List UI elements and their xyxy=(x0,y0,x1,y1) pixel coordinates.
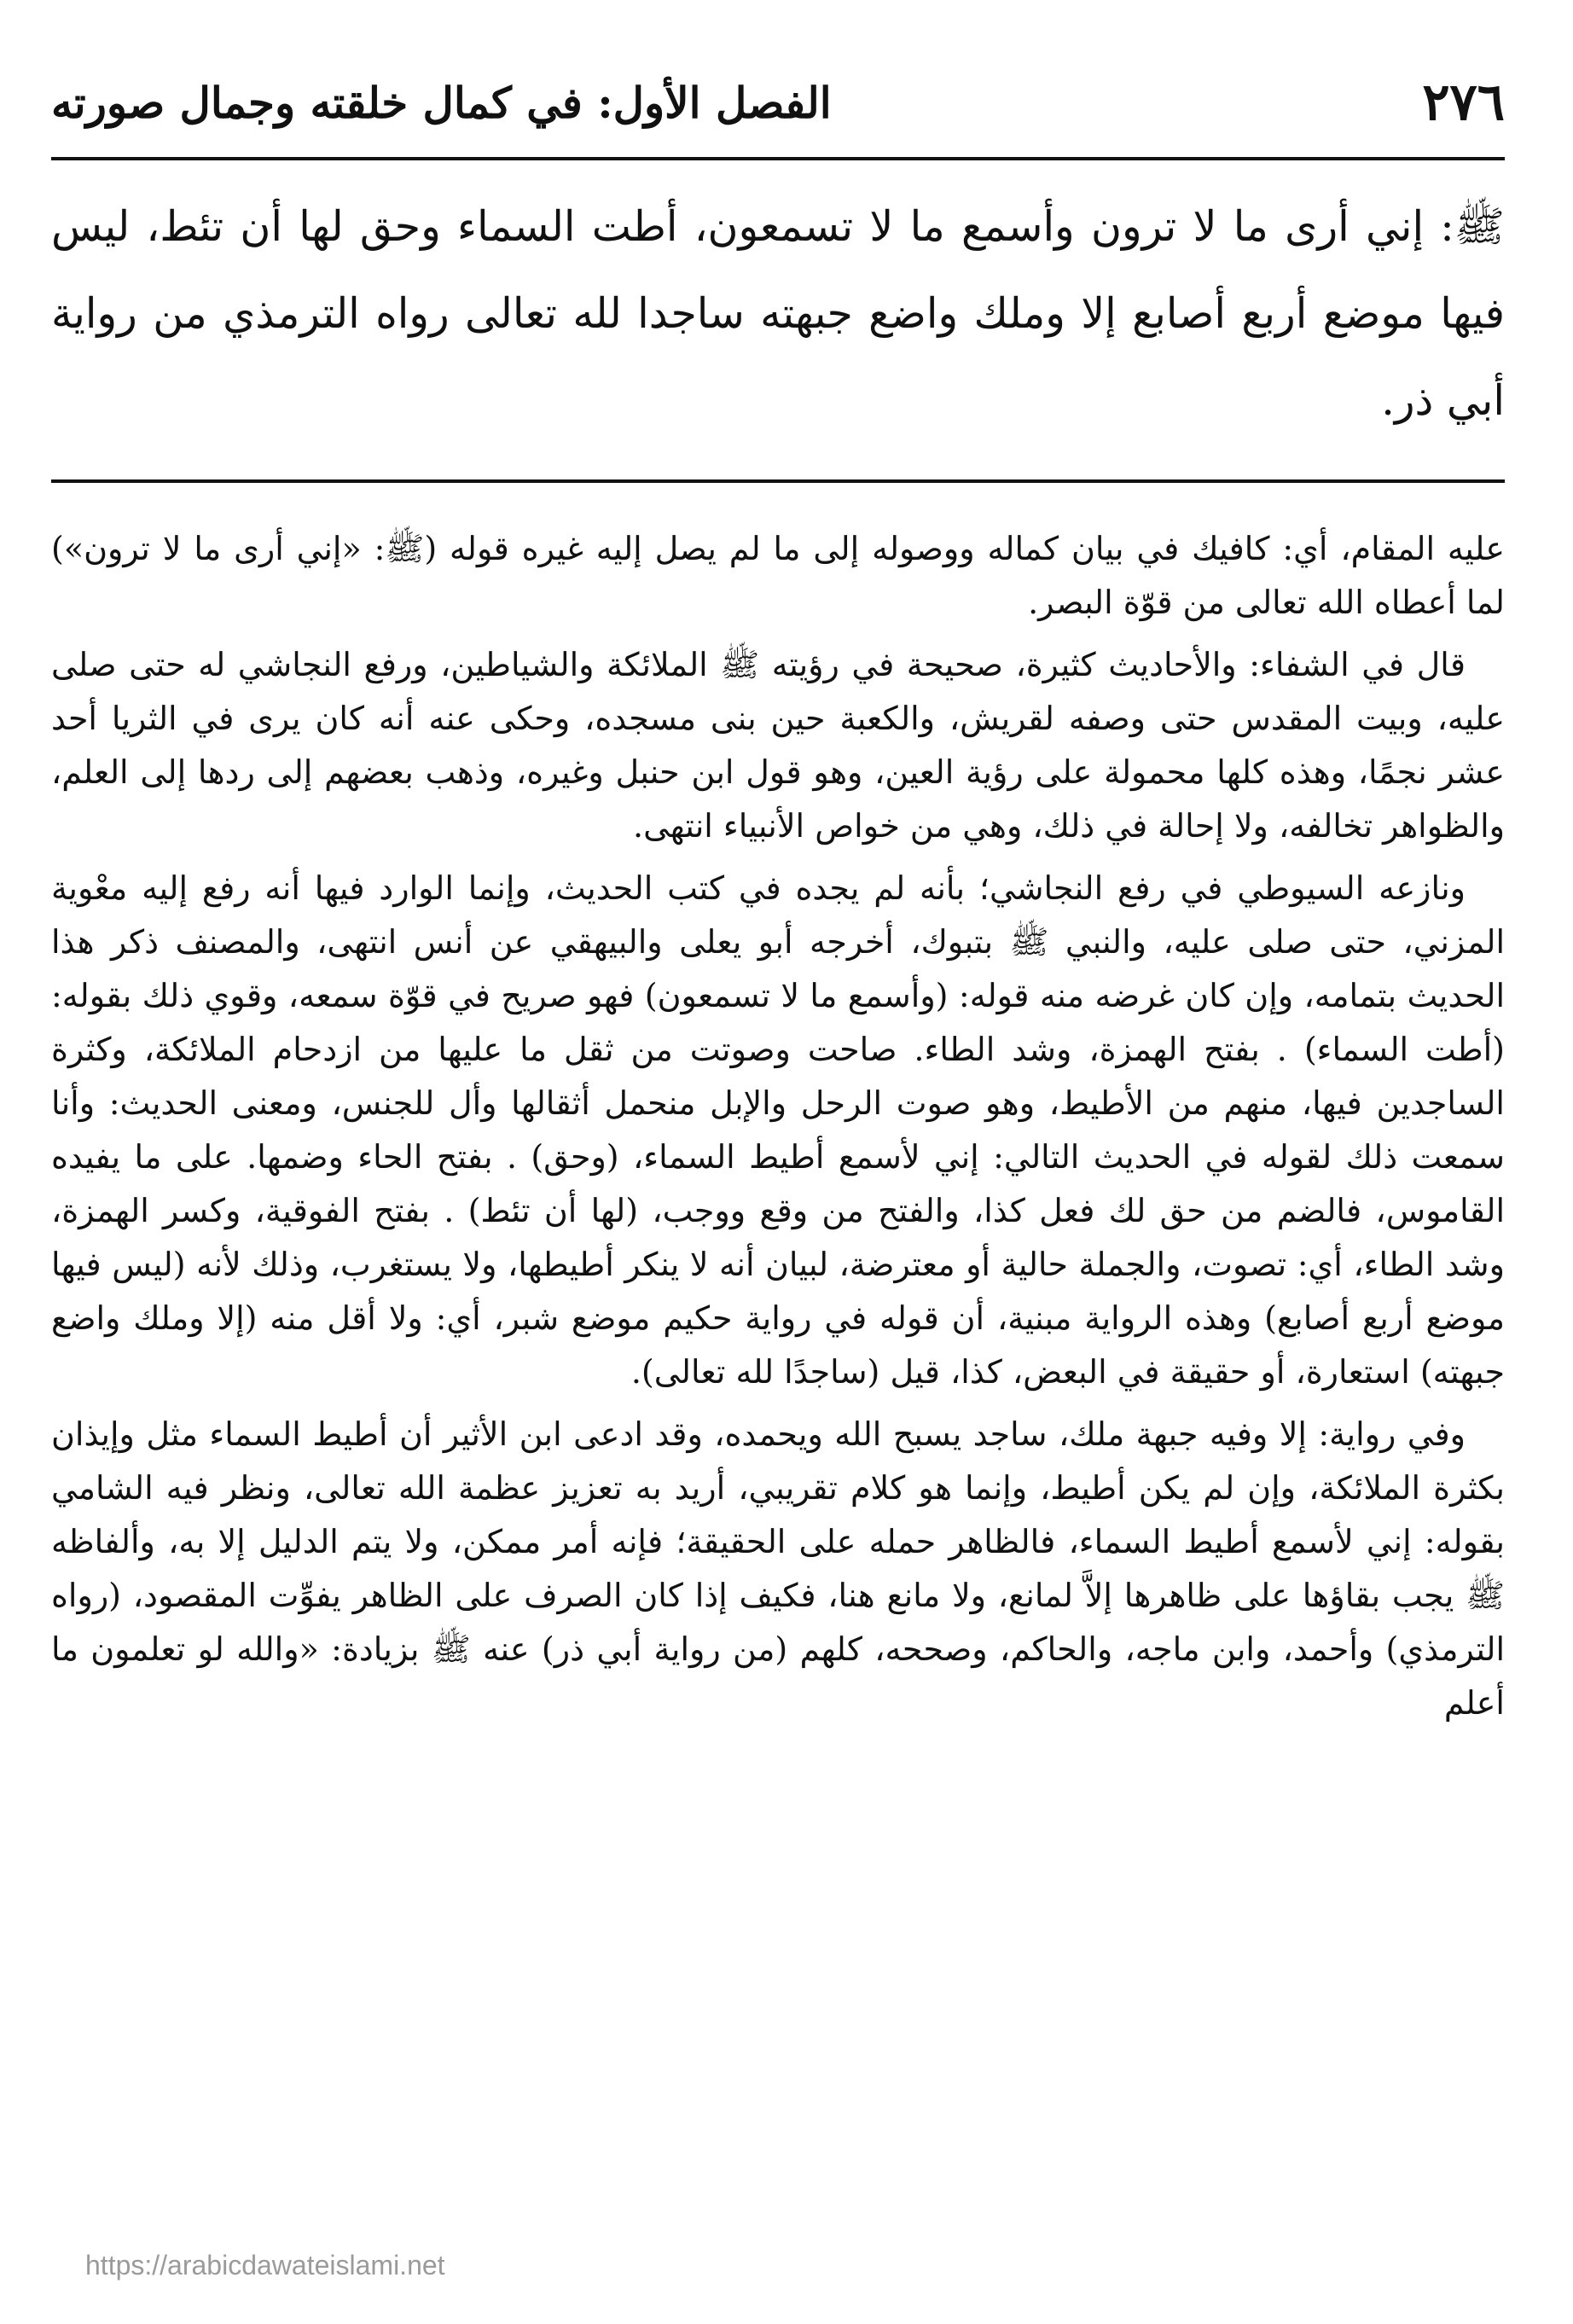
commentary-body xyxy=(51,522,1505,2211)
commentary-paragraph: عليه المقام، أي: كافيك في بيان كماله ووصوله إلى ما لم يصل إليه غيره قوله (ﷺ: «إني أرى ما لا ترون») لما أعطاه الله تعالى من قوّة البصر. xyxy=(51,530,1505,621)
section-divider xyxy=(51,479,1505,483)
watermark-url: https://arabicdawateislami.net xyxy=(85,2250,445,2280)
page-number: ٢٧٦ xyxy=(1422,73,1505,132)
page-header xyxy=(51,60,1505,160)
commentary-paragraph: وفي رواية: إلا وفيه جبهة ملك، ساجد يسبح الله ويحمده، وقد ادعى ابن الأثير أن أطيط السماء مثل وإيذان بكثرة الملائكة، وإن لم يكن أطيط، وإنما هو كلام تقريبي، أريد به تعزيز عظمة الله تعالى، ونظر فيه الشامي بقوله: إني لأسمع أطيط السماء، فالظاهر حمله على الحقيقة؛ فإنه أمر ممكن، ولا يتم الدليل إلا به، وألفاظه ﷺ يجب بقاؤها على ظاهرها إلاَّ لمانع، ولا مانع هنا، فكيف إذا كان الصرف على الظاهر يفوِّت المقصود، (رواه الترمذي) وأحمد، وابن ماجه، والحاكم، وصححه، كلهم (من رواية أبي ذر) عنه ﷺ بزيادة: «والله لو تعلمون ما أعلم xyxy=(51,1415,1505,1722)
commentary-paragraph: قال في الشفاء: والأحاديث كثيرة، صحيحة في رؤيته ﷺ الملائكة والشياطين، ورفع النجاشي له حتى صلى عليه، وبيت المقدس حتى وصفه لقريش، والكعبة حين بنى مسجده، وحكى عنه أنه كان يرى في الثريا أحد عشر نجمًا، وهذه كلها محمولة على رؤية العين، وهو قول ابن حنبل وغيره، وذهب بعضهم إلى ردها إلى العلم، والظواهر تخالفه، ولا إحالة في ذلك، وهي من خواص الأنبياء انتهى. xyxy=(51,646,1505,845)
matn-text: ﷺ: إني أرى ما لا ترون وأسمع ما لا تسمعون، أطت السماء وحق لها أن تئط، ليس فيها موضع أربع أصابع إلا وملك واضع جبهته ساجدا لله تعالى رواه الترمذي من رواية أبي ذر. xyxy=(51,202,1505,425)
running-title: الفصل الأول: في كمال خلقته وجمال صورته xyxy=(51,77,832,128)
commentary-paragraph: ونازعه السيوطي في رفع النجاشي؛ بأنه لم يجده في كتب الحديث، وإنما الوارد فيها أنه رفع إليه معْوية المزني، حتى صلى عليه، والنبي ﷺ بتبوك، أخرجه أبو يعلى والبيهقي عن أنس انتهى، والمصنف ذكر هذا الحديث بتمامه، وإن كان غرضه منه قوله: (وأسمع ما لا تسمعون) فهو صريح في قوّة سمعه، وقوي ذلك بقوله: (أطت السماء) . بفتح الهمزة، وشد الطاء. صاحت وصوتت من ثقل ما عليها من ازدحام الملائكة، وكثرة الساجدين فيها، منهم من الأطيط، وهو صوت الرحل والإبل منحمل أثقالها وأل للجنس، ومعنى الحديث: وأنا سمعت ذلك لقوله في الحديث التالي: إني لأسمع أطيط السماء، (وحق) . بفتح الحاء وضمها. على ما يفيده القاموس، فالضم من حق لك فعل كذا، والفتح من وقع ووجب، (لها أن تئط) . بفتح الفوقية، وكسر الهمزة، وشد الطاء، أي: تصوت، والجملة حالية أو معترضة، لبيان أنه لا ينكر أطيطها، ولا يستغرب، وذلك لأنه (ليس فيها موضع أربع أصابع) وهذه الرواية مبنية، أن قوله في رواية حكيم موضع شبر، أي: ولا أقل منه (إلا وملك واضع جبهته) استعارة، أو حقيقة في البعض، كذا، قيل (ساجدًا لله تعالى). xyxy=(51,869,1506,1391)
